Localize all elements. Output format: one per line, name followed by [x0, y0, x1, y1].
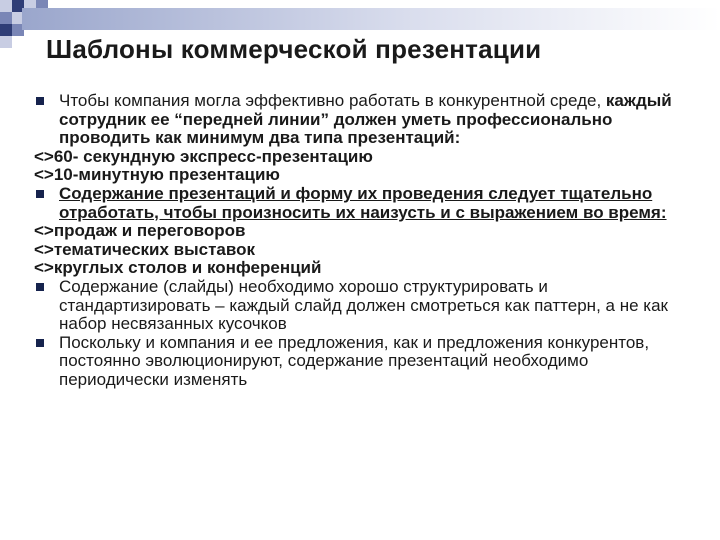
decor-square: [0, 0, 12, 12]
bullet-item: [34, 278, 674, 334]
item-text: Поскольку и компания и ее предложения, как и предложения конкурентов, постоянно эволюционируют, содержание презентаций необходимо периодически изменять: [59, 332, 650, 389]
item-text: <>продаж и переговоров: [34, 221, 246, 241]
item-text: каждый сотрудник ее “передней линии” должен уметь профессионально проводить как минимум два типа презентаций:: [59, 91, 672, 148]
item-text: Содержание (слайды) необходимо хорошо структурировать и стандартизировать – каждый слайд должен смотреться как паттерн, а не как набор несвязанных кусочков: [59, 276, 668, 334]
item-text: <>круглых столов и конференций: [34, 258, 322, 278]
item-text: Чтобы компания могла эффективно работать в конкурентной среде,: [59, 91, 606, 110]
sub-item: [34, 222, 674, 241]
item-text: Содержание презентаций и форму их проведения следует тщательно отработать, чтобы произносить их наизусть и с выражением во время:: [59, 183, 667, 222]
decor-square: [0, 24, 12, 36]
sub-item: [34, 148, 674, 167]
square-bullet-icon: [36, 283, 44, 291]
decor-square: [0, 12, 12, 24]
square-bullet-icon: [36, 339, 44, 347]
title-decor-bar: [22, 8, 720, 30]
square-bullet-icon: [36, 97, 44, 105]
item-text: <>10-минутную презентацию: [34, 165, 280, 185]
sub-item: [34, 166, 674, 185]
bullet-item: [34, 92, 674, 148]
sub-item: [34, 241, 674, 260]
square-bullet-icon: [36, 190, 44, 198]
bullet-item: [34, 185, 674, 222]
item-text: <>60- секундную экспресс-презентацию: [34, 146, 373, 166]
bullet-item: [34, 334, 674, 390]
sub-item: [34, 259, 674, 278]
slide-content: [34, 92, 674, 390]
slide-title: Шаблоны коммерческой презентации: [46, 34, 542, 64]
decor-square: [0, 36, 12, 48]
item-text: <>тематических выставок: [34, 239, 256, 259]
